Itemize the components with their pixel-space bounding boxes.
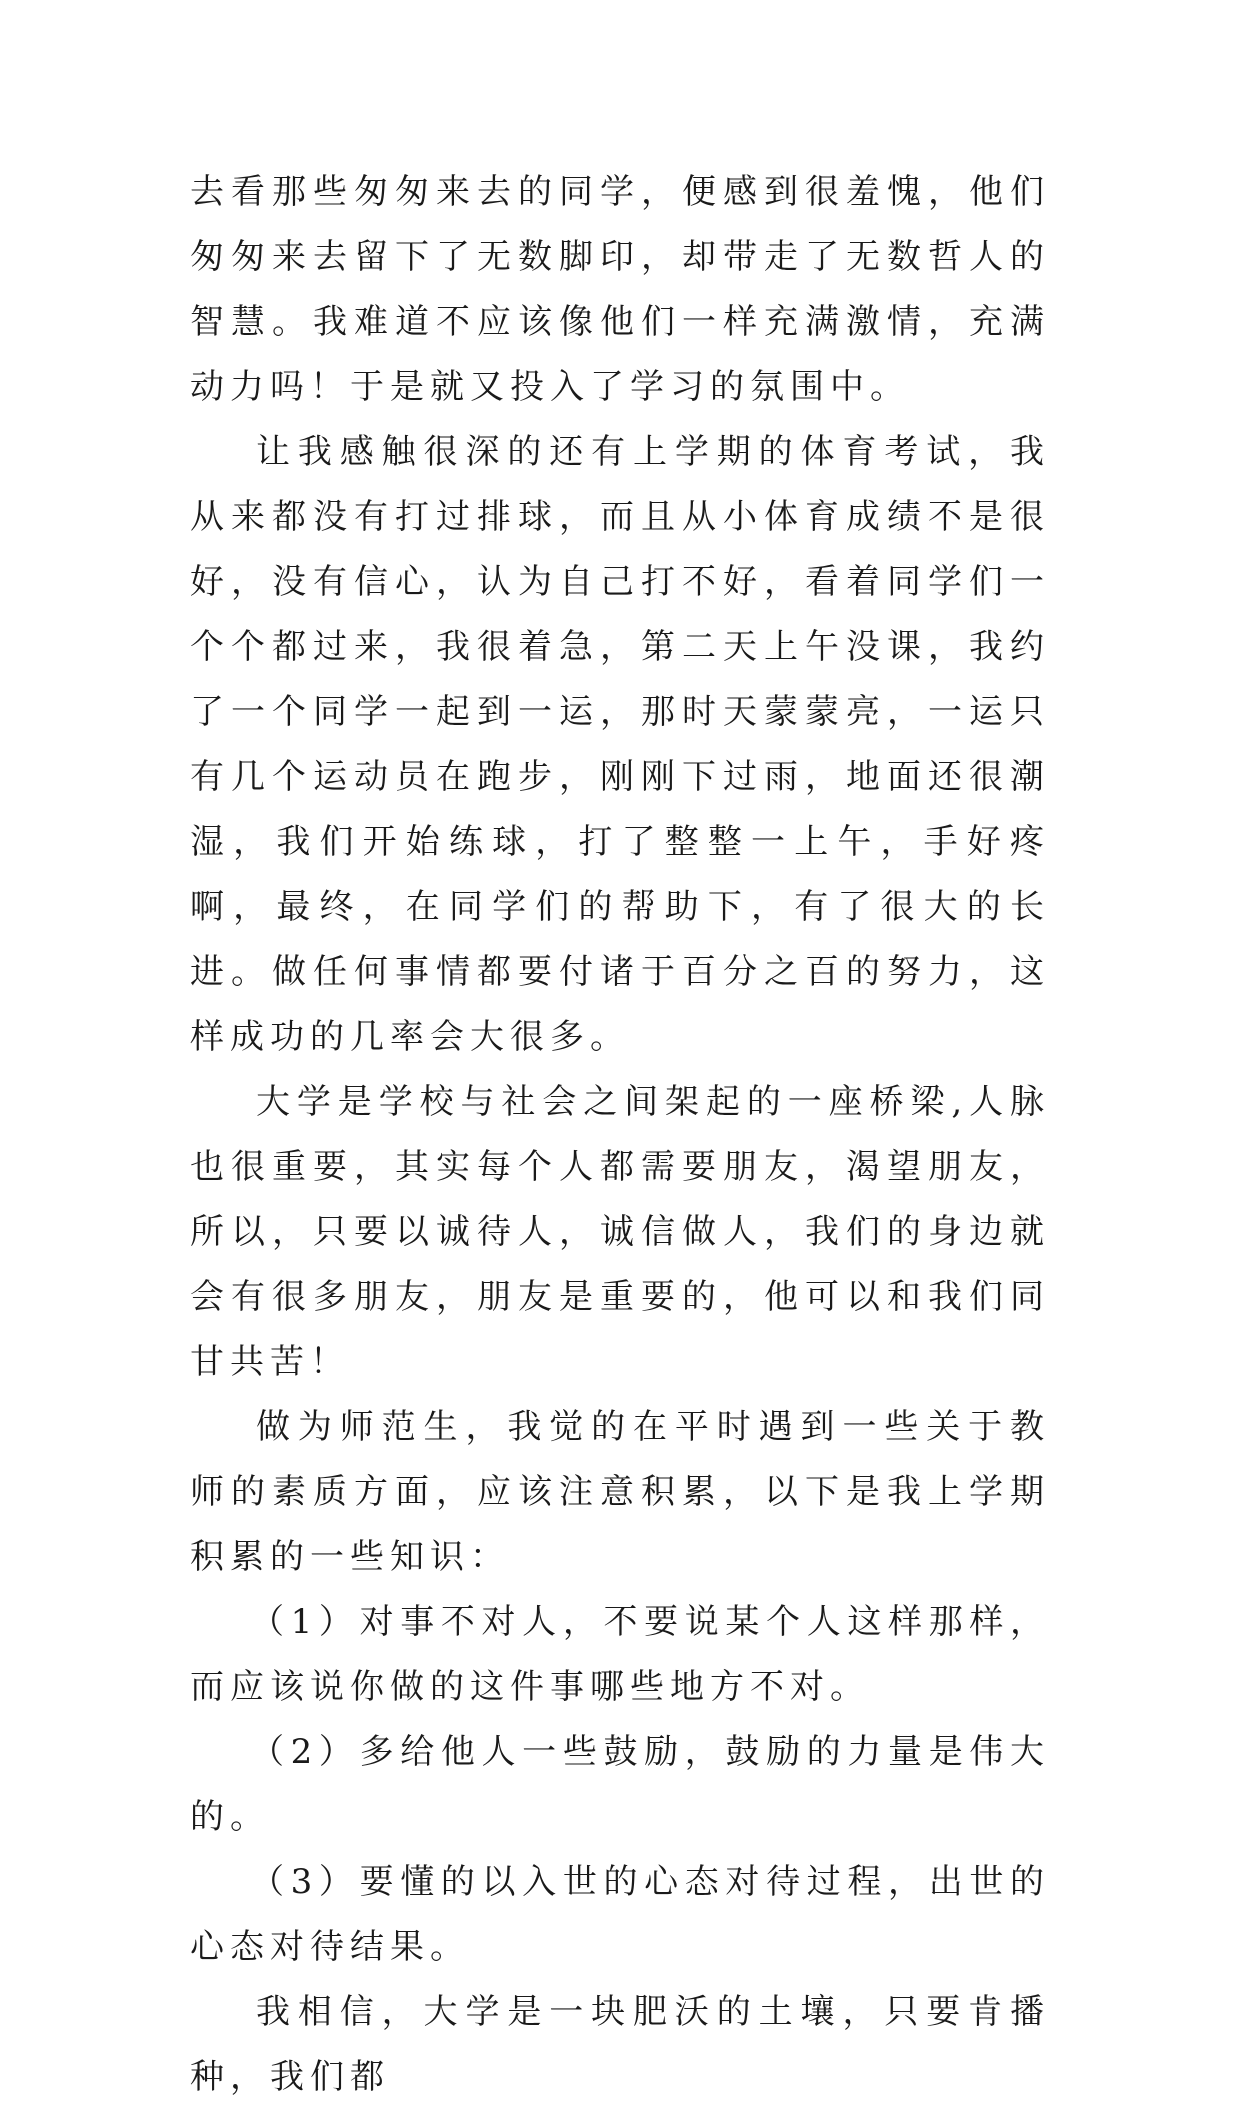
- list-item-2: （2）多给他人一些鼓励，鼓励的力量是伟大的。: [190, 1732, 1050, 1837]
- document-body: [190, 160, 1050, 2110]
- paragraph-reflection-continuation: 去看那些匆匆来去的同学，便感到很羞愧，他们匆匆来去留下了无数脚印，却带走了无数哲人的智慧。我难道不应该像他们一样充满激情，充满动力吗！于是就又投入了学习的氛围中。: [190, 172, 1050, 407]
- paragraph-conclusion: 我相信，大学是一块肥沃的土壤，只要肯播种，我们都: [190, 1992, 1050, 2097]
- paragraph-friendship: 大学是学校与社会之间架起的一座桥梁,人脉也很重要，其实每个人都需要朋友，渴望朋友，所以，只要以诚待人，诚信做人，我们的身边就会有很多朋友，朋友是重要的，他可以和我们同甘共苦！: [190, 1082, 1050, 1382]
- paragraph-teacher-qualities: 做为师范生，我觉的在平时遇到一些关于教师的素质方面，应该注意积累，以下是我上学期积累的一些知识：: [190, 1407, 1050, 1577]
- list-item-3: （3）要懂的以入世的心态对待过程，出世的心态对待结果。: [190, 1862, 1050, 1967]
- list-item-1: （1）对事不对人，不要说某个人这样那样，而应该说你做的这件事哪些地方不对。: [190, 1602, 1050, 1707]
- paragraph-pe-exam: 让我感触很深的还有上学期的体育考试，我从来都没有打过排球，而且从小体育成绩不是很好，没有信心，认为自己打不好，看着同学们一个个都过来，我很着急，第二天上午没课，我约了一个同学一起到一运，那时天蒙蒙亮，一运只有几个运动员在跑步，刚刚下过雨，地面还很潮湿，我们开始练球，打了整整一上午，手好疼啊，最终，在同学们的帮助下，有了很大的长进。做任何事情都要付诸于百分之百的努力，这样成功的几率会大很多。: [190, 432, 1050, 1057]
